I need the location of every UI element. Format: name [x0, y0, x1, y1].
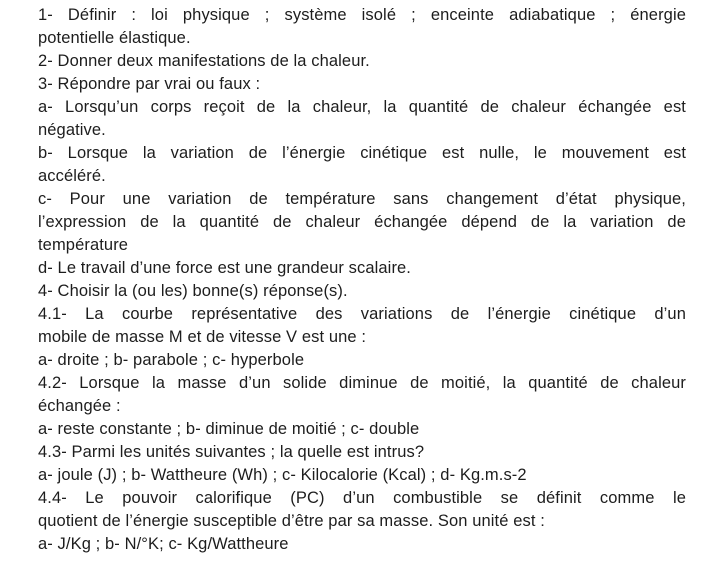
- text-line: quotient de l’énergie susceptible d’être par sa masse. Son unité est :: [38, 512, 545, 530]
- text-line: 4.2- Lorsque la masse d’un solide diminue de moitié, la quantité de chaleur: [38, 374, 686, 392]
- text-line: l’expression de la quantité de chaleur échangée dépend de la variation de: [38, 213, 686, 231]
- text-line: 4.4- Le pouvoir calorifique (PC) d’un combustible se définit comme le: [38, 489, 686, 507]
- text-line: c- Pour une variation de température sans changement d’état physique,: [38, 190, 686, 208]
- text-line: 4.3- Parmi les unités suivantes ; la quelle est intrus?: [38, 443, 425, 461]
- text-line: échangée :: [38, 397, 121, 415]
- text-line: 4- Choisir la (ou les) bonne(s) réponse(s).: [38, 282, 348, 300]
- text-line: a- Lorsqu’un corps reçoit de la chaleur, la quantité de chaleur échangée est: [38, 98, 686, 116]
- text-line: 2- Donner deux manifestations de la chaleur.: [38, 52, 370, 70]
- text-line: 4.1- La courbe représentative des variations de l’énergie cinétique d’un: [38, 305, 686, 323]
- text-line: négative.: [38, 121, 106, 139]
- text-line: a- J/Kg ; b- N/°K; c- Kg/Wattheure: [38, 535, 289, 553]
- text-line: a- droite ; b- parabole ; c- hyperbole: [38, 351, 305, 369]
- text-line: d- Le travail d’une force est une grandeur scalaire.: [38, 259, 411, 277]
- text-line: a- reste constante ; b- diminue de moitié ; c- double: [38, 420, 420, 438]
- text-line: accéléré.: [38, 167, 106, 185]
- text-line: température: [38, 236, 129, 254]
- text-line: b- Lorsque la variation de l’énergie cinétique est nulle, le mouvement est: [38, 144, 686, 162]
- question-text-block: [38, 4, 686, 556]
- text-line: 3- Répondre par vrai ou faux :: [38, 75, 261, 93]
- text-line: 1- Définir : loi physique ; système isolé ; enceinte adiabatique ; énergie: [38, 6, 686, 24]
- text-line: mobile de masse M et de vitesse V est une :: [38, 328, 367, 346]
- text-line: a- joule (J) ; b- Wattheure (Wh) ; c- Kilocalorie (Kcal) ; d- Kg.m.s-2: [38, 466, 527, 484]
- text-line: potentielle élastique.: [38, 29, 191, 47]
